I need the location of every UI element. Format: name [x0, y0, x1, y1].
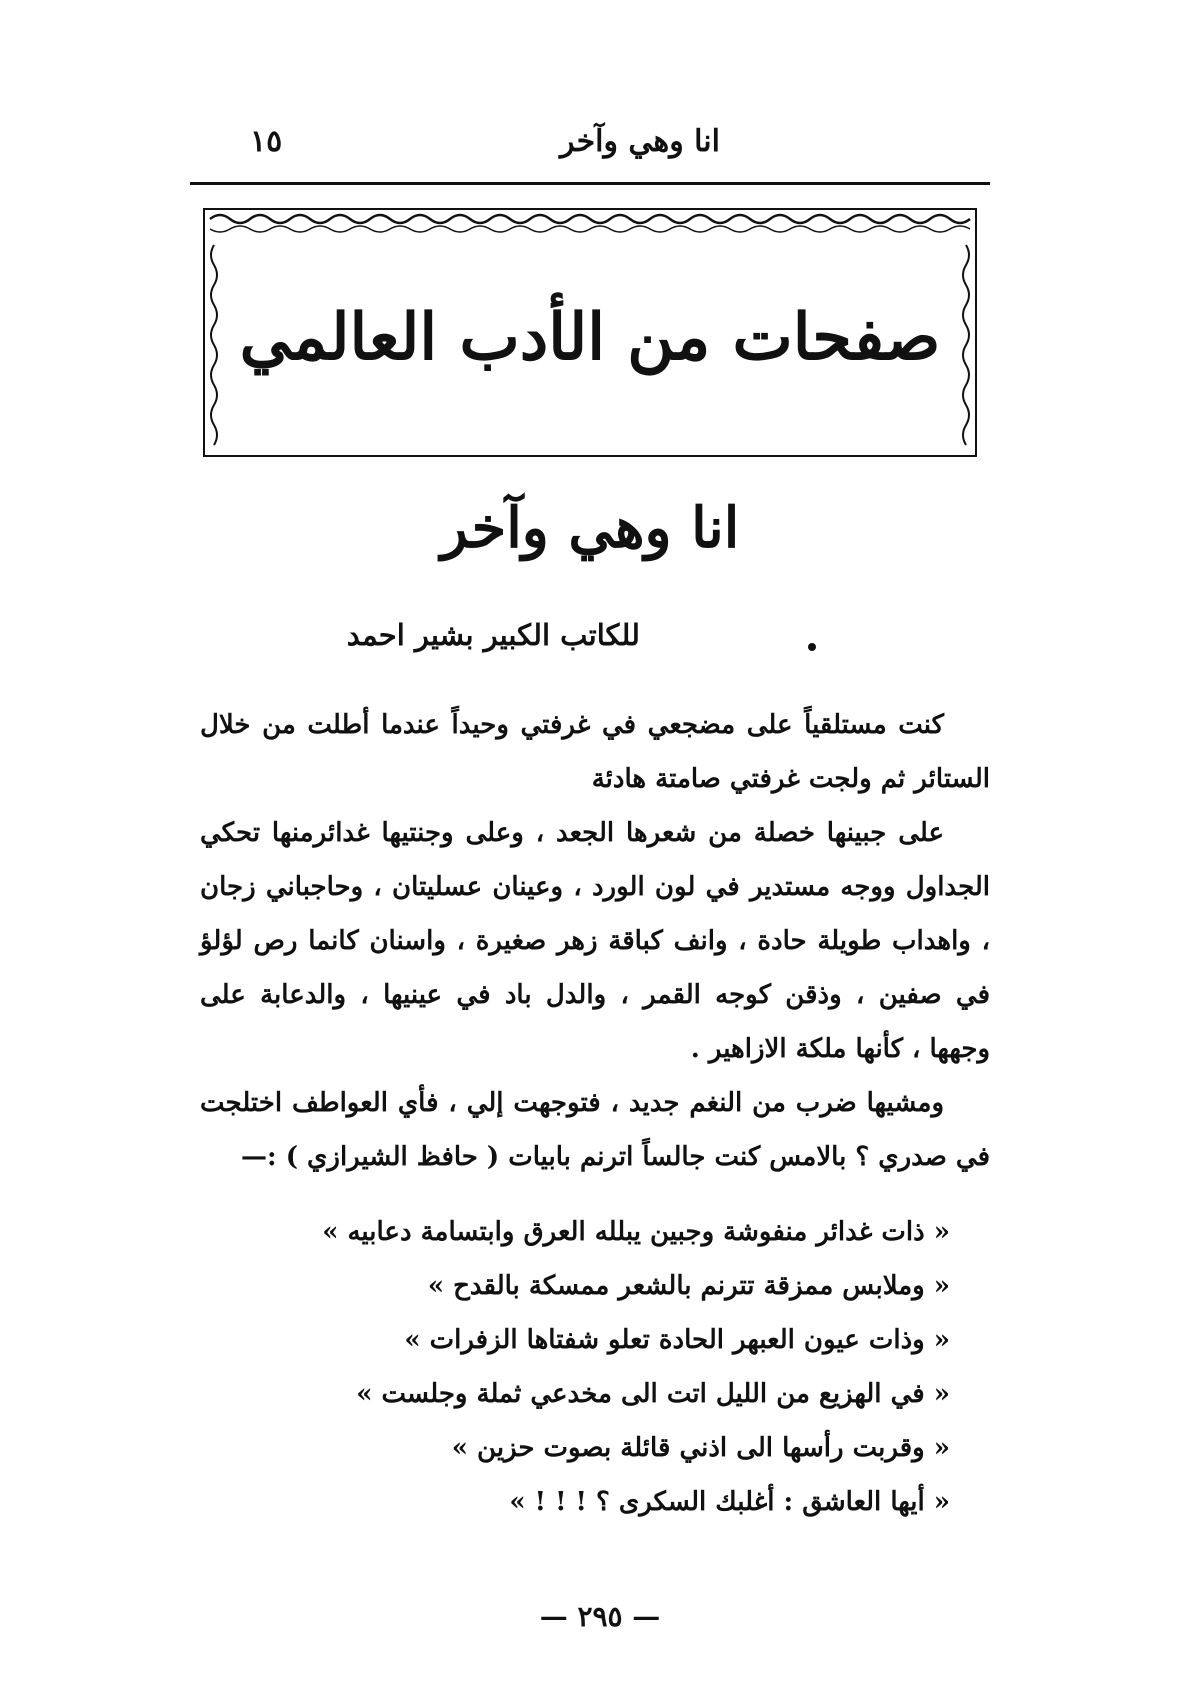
verse-line: « في الهزيع من الليل اتت الى مخدعي ثملة وجلست » [356, 1379, 950, 1409]
verse-line: « أيها العاشق : أغلبك السكرى ؟ ! ! ! » [509, 1487, 950, 1517]
verse-line: « وذات عيون العبهر الحادة تعلو شفتاها الزفرات » [404, 1325, 950, 1355]
verse-line: « وملابس ممزقة تترنم بالشعر ممسكة بالقدح » [427, 1271, 950, 1301]
header-page-number: ١٥ [250, 124, 283, 159]
verse-line: « ذات غدائر منفوشة وجبين يبلله العرق وابتسامة دعابيه » [322, 1217, 950, 1247]
running-header [190, 118, 990, 168]
banner-title: صفحات من الأدب العالمي [239, 300, 941, 375]
paragraph: على جبينها خصلة من شعرها الجعد ، وعلى وجنتيها غدائرمنها تحكي الجداول ووجه مستدير في لون الورد ، وعينان عسليتان ، وحاجباني زجان ، واهداب طويلة حادة ، وانف كباقة زهر صغيرة ، واسنان كانما رص لؤلؤ في صفين ، وذقن كوجه القمر ، والدل باد في عينيها ، والدعابة على وجهها ، كأنها ملكة الازاهير . [200, 818, 990, 1064]
running-title: انا وهي وآخر [560, 124, 720, 159]
paragraph: ومشيها ضرب من النغم جديد ، فتوجهت إلي ، فأي العواطف اختلجت في صدري ؟ بالامس كنت جالساً اترنم بابيات ( حافظ الشيرازي ) :— [200, 1088, 990, 1172]
poem-verses [250, 1205, 950, 1529]
header-rule [190, 182, 990, 185]
section-banner [200, 205, 980, 460]
verse-line: « وقربت رأسها الى اذني قائلة بصوت حزين » [451, 1433, 950, 1463]
bullet-mark [808, 643, 816, 651]
paragraph: كنت مستلقياً على مضجعي في غرفتي وحيداً عندما أطلت من خلال الستائر ثم ولجت غرفتي صامتة هادئة [200, 710, 990, 794]
article-body [200, 698, 990, 1184]
author-byline: للكاتب الكبير بشير احمد [346, 618, 640, 652]
footer-page-number: — ٢٩٥ — [539, 1600, 661, 1633]
article-title: انا وهي وآخر [440, 495, 740, 561]
